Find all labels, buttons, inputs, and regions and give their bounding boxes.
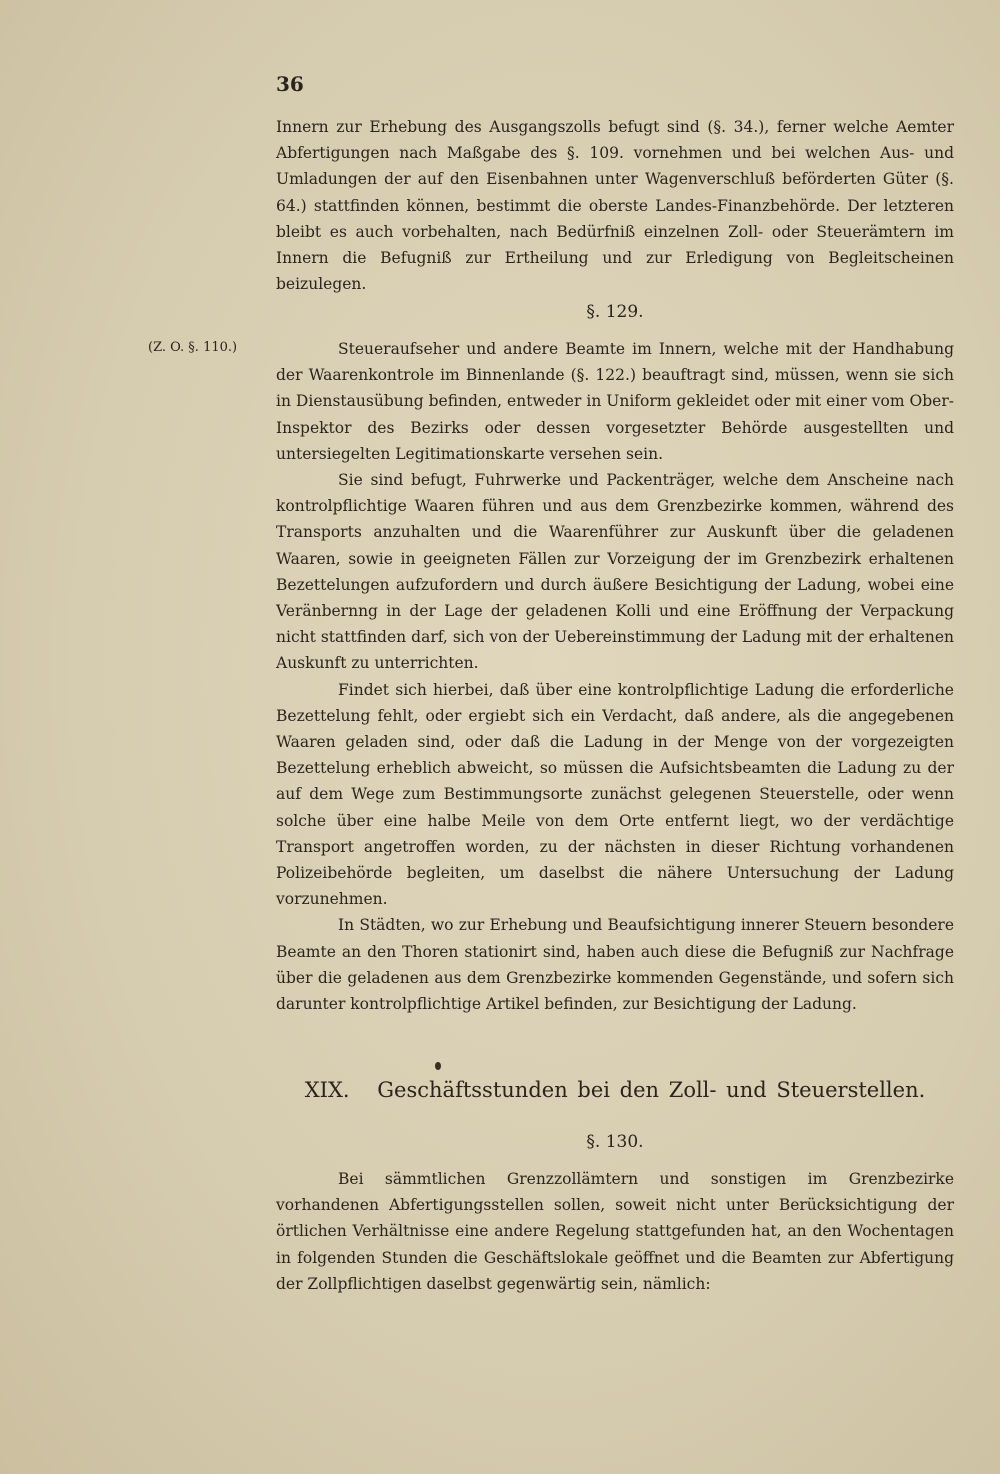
section-130-body (276, 1166, 954, 1297)
section-130-paragraph: Bei sämmtlichen Grenzzollämtern und sonstigen im Grenzbezirke vorhandenen Abfertigungsstellen sollen, soweit nicht unter Berücksichtigung der örtlichen Verhältnisse eine andere Regelung stattgefunden hat, an den Wochentagen in folgenden Stunden die Geschäftslokale geöffnet und die Beamten zur Abfertigung der Zollpflichtigen daselbst gegenwärtig sein, nämlich: (276, 1170, 954, 1293)
section-130-number: §. 130. (586, 1132, 644, 1152)
chapter-heading (276, 1078, 954, 1102)
section-129-paragraph-2: Sie sind befugt, Fuhrwerke und Packenträger, welche dem Anscheine nach kontrolpflichtige Waaren führen und aus dem Grenzbezirke kommen, während des Transports anzuhalten und die Waarenführer zur Auskunft über die geladenen Waaren, sowie in geeigneten Fällen zur Vorzeigung der im Grenzbezirk erhaltenen Bezettelungen aufzufordern und durch äußere Besichtigung der Ladung, wobei eine Veränbernng in der Lage der geladenen Kolli und eine Eröffnung der Verpackung nicht stattfinden darf, sich von der Uebereinstimmung der Ladung mit der erhaltenen Auskunft zu unterrichten. (276, 471, 954, 673)
section-129-body (276, 336, 954, 1017)
chapter-title: Geschäftsstunden bei den Zoll- und Steuerstellen. (377, 1078, 926, 1102)
chapter-roman-numeral: XIX. (304, 1078, 350, 1102)
section-129-paragraph-3: Findet sich hierbei, daß über eine kontrolpflichtige Ladung die erforderliche Bezettelung fehlt, oder ergiebt sich ein Verdacht, daß andere, als die angegebenen Waaren geladen sind, oder daß die Ladung in der Menge von der vorgezeigten Bezettelung erheblich abweicht, so müssen die Aufsichtsbeamten die Ladung zu der auf dem Wege zum Bestimmungsorte zunächst gelegenen Steuerstelle, oder wenn solche über eine halbe Meile von dem Orte entfernt liegt, wo der verdächtige Transport angetroffen worden, zu der nächsten in dieser Richtung vorhandenen Polizeibehörde begleiten, um daselbst die nähere Untersuchung der Ladung vorzunehmen. (276, 680, 954, 909)
section-129-paragraph-1: Steueraufseher und andere Beamte im Innern, welche mit der Handhabung der Waarenkontrole im Binnenlande (§. 122.) beauftragt sind, müssen, wenn sie sich in Dienstausübung befinden, entweder in Uniform gekleidet oder mit einer vom Ober-Inspektor des Bezirks oder dessen vorgesetzter Behörde ausgestellten und untersiegelten Legitimationskarte versehen sein. (276, 340, 954, 463)
ink-dot-mark (435, 1062, 441, 1070)
margin-reference: (Z. O. §. 110.) (148, 340, 238, 355)
page-number: 36 (276, 72, 304, 96)
intro-paragraph: Innern zur Erhebung des Ausgangszolls befugt sind (§. 34.), ferner welche Aemter Abfertigungen nach Maßgabe des §. 109. vornehmen und bei welchen Aus- und Umladungen der auf den Eisenbahnen unter Wagenverschluß beförderten Güter (§. 64.) stattfinden können, bestimmt die oberste Landes-Finanzbehörde. Der letzteren bleibt es auch vorbehalten, nach Bedürfniß einzelnen Zoll- oder Steuerämtern im Innern die Befugniß zur Ertheilung und zur Erledigung von Begleitscheinen beizulegen. (276, 118, 954, 294)
section-129-number: §. 129. (586, 302, 644, 322)
intro-block (276, 114, 954, 297)
section-129-paragraph-4: In Städten, wo zur Erhebung und Beaufsichtigung innerer Steuern besondere Beamte an den Thoren stationirt sind, haben auch diese die Befugniß zur Nachfrage über die geladenen aus dem Grenzbezirke kommenden Gegenstände, und sofern sich darunter kontrolpflichtige Artikel befinden, zur Besichtigung der Ladung. (276, 916, 954, 1014)
